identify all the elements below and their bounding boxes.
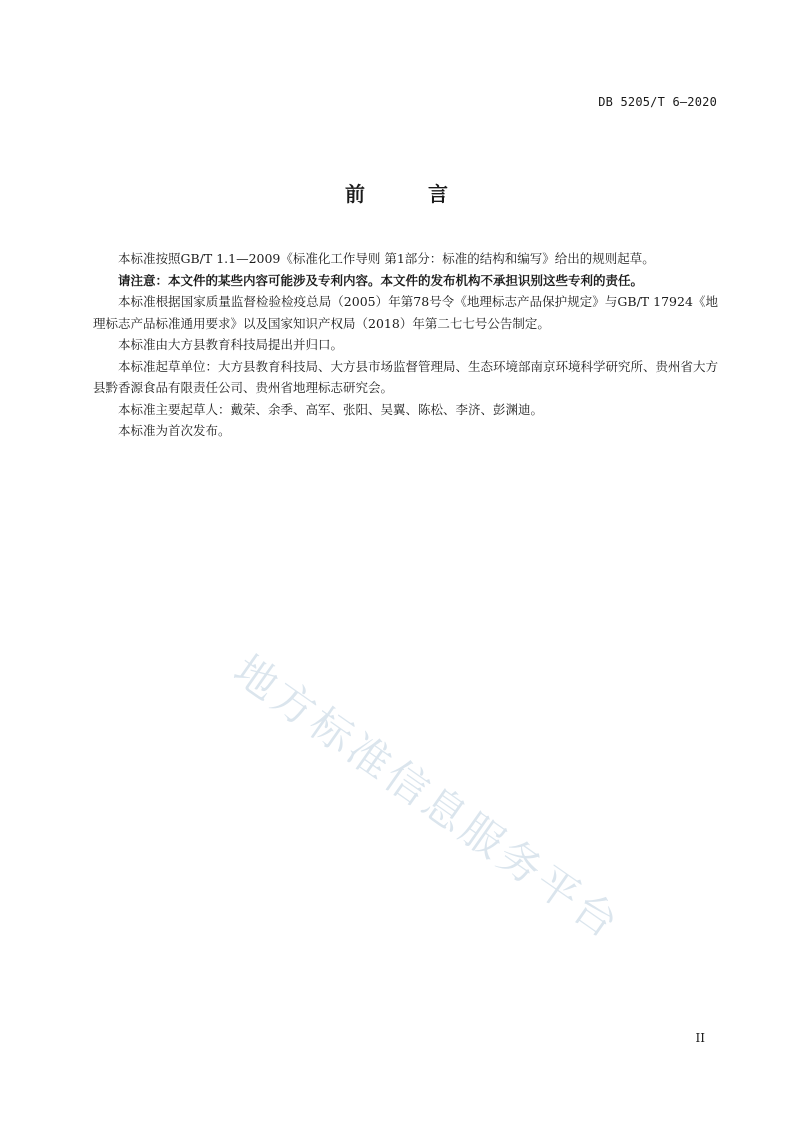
- watermark: 地方标准信息服务平台: [225, 645, 630, 950]
- foreword-content: [93, 248, 718, 442]
- paragraph-basis: 本标准根据国家质量监督检验检疫总局（2005）年第78号令《地理标志产品保护规定》与GB/T 17924《地理标志产品标准通用要求》以及国家知识产权局（2018）年第二七七号公告制定。: [93, 294, 718, 331]
- standard-code: DB 5205/T 6—2020: [598, 95, 717, 109]
- paragraph-drafters: 本标准主要起草人：戴荣、余季、高军、张阳、吴翼、陈松、李济、彭渊迪。: [118, 401, 544, 417]
- paragraph-drafting-rules: 本标准按照GB/T 1.1—2009《标准化工作导则 第1部分：标准的结构和编写》给出的规则起草。: [118, 251, 655, 266]
- paragraph-patent-notice: 请注意：本文件的某些内容可能涉及专利内容。本文件的发布机构不承担识别这些专利的责任。: [118, 272, 644, 288]
- paragraph-first-release: 本标准为首次发布。: [118, 423, 231, 438]
- page-title: 前 言: [345, 182, 476, 206]
- paragraph-drafting-units: 本标准起草单位：大方县教育科技局、大方县市场监督管理局、生态环境部南京环境科学研究所、贵州省大方县黔香源食品有限责任公司、贵州省地理标志研究会。: [93, 358, 719, 395]
- page-number: II: [695, 1031, 705, 1045]
- paragraph-proposer: 本标准由大方县教育科技局提出并归口。: [118, 337, 344, 352]
